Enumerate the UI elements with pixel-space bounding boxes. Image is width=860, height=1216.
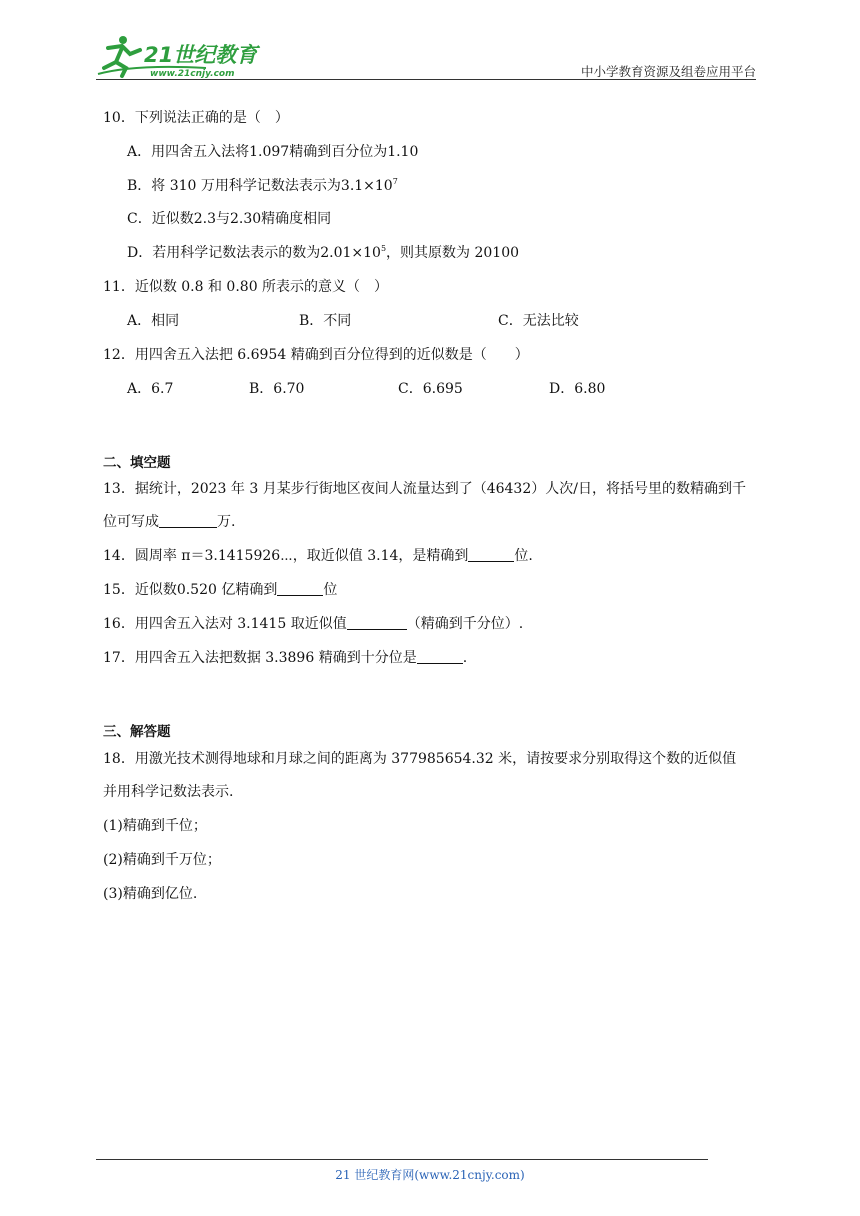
question-10-option-c: C．近似数2.3与2.30精确度相同 — [127, 211, 332, 227]
question-10-option-d: D．若用科学记数法表示的数为$2.01\times 10^5$，则其原数为 20100 — [127, 244, 520, 261]
answer-blank — [468, 547, 514, 562]
question-10-stem: 10．下列说法正确的是（ ） — [103, 110, 289, 126]
question-18-part-2: (2)精确到千万位； — [103, 852, 221, 868]
section-heading-fill-in: 二、填空题 — [103, 455, 171, 471]
question-11-option-a: A．相同 — [127, 313, 180, 329]
question-10-option-b: B．将 310 万用科学记数法表示为$3.1\times 10^7$ — [127, 177, 398, 194]
svg-text:21世纪教育: 21世纪教育 — [144, 43, 258, 67]
question-12-option-d: D．6.80 — [549, 381, 606, 397]
footer-text: 21 世纪教育网(www.21cnjy.com) — [335, 1168, 525, 1182]
question-18-line-2: 并用科学记数法表示. — [103, 784, 234, 800]
question-12-option-b: B．6.70 — [249, 381, 305, 397]
question-18-part-3: (3)精确到亿位. — [103, 886, 198, 902]
question-11-option-c: C．无法比较 — [498, 313, 579, 329]
question-17: 17．用四舍五入法把数据 3.3896 精确到十分位是 . — [103, 650, 468, 666]
section-heading-solutions: 三、解答题 — [103, 724, 171, 740]
question-18-part-1: (1)精确到千位； — [103, 818, 207, 834]
question-13-line-2: 位可写成 万. — [103, 514, 236, 530]
header-divider — [96, 79, 756, 80]
svg-text:www.21cnjy.com: www.21cnjy.com — [150, 69, 235, 79]
footer-divider — [96, 1159, 708, 1160]
question-12-option-a: A．6.7 — [127, 381, 174, 397]
question-11-option-b: B．不同 — [299, 313, 352, 329]
answer-blank — [159, 513, 217, 528]
question-18-line-1: 18．用激光技术测得地球和月球之间的距离为 377985654.32 米，请按要求分别取得这个数的近似值 — [103, 751, 737, 767]
site-logo — [96, 34, 266, 80]
header-platform-text: 中小学教育资源及组卷应用平台 — [580, 64, 756, 79]
question-13-line-1: 13．据统计，2023 年 3 月某步行街地区夜间人流量达到了（46432）人次/日，将括号里的数精确到千 — [103, 481, 746, 497]
question-14: 14．圆周率 π＝3.1415926⋯，取近似值 3.14，是精确到 位. — [103, 548, 533, 564]
answer-blank — [277, 581, 323, 596]
answer-blank — [417, 649, 463, 664]
question-11-stem: 11．近似数 0.8 和 0.80 所表示的意义（ ） — [103, 279, 389, 295]
question-12-stem: 12．用四舍五入法把 6.6954 精确到百分位得到的近似数是（ ） — [103, 347, 529, 363]
question-12-option-c: C．6.695 — [398, 381, 463, 397]
question-16: 16．用四舍五入法对 3.1415 取近似值 （精确到千分位）. — [103, 616, 524, 632]
answer-blank — [347, 615, 407, 630]
question-10-option-a: A．用四舍五入法将1.097精确到百分位为1.10 — [127, 144, 419, 160]
question-15: 15．近似数0.520 亿精确到 位 — [103, 582, 338, 598]
